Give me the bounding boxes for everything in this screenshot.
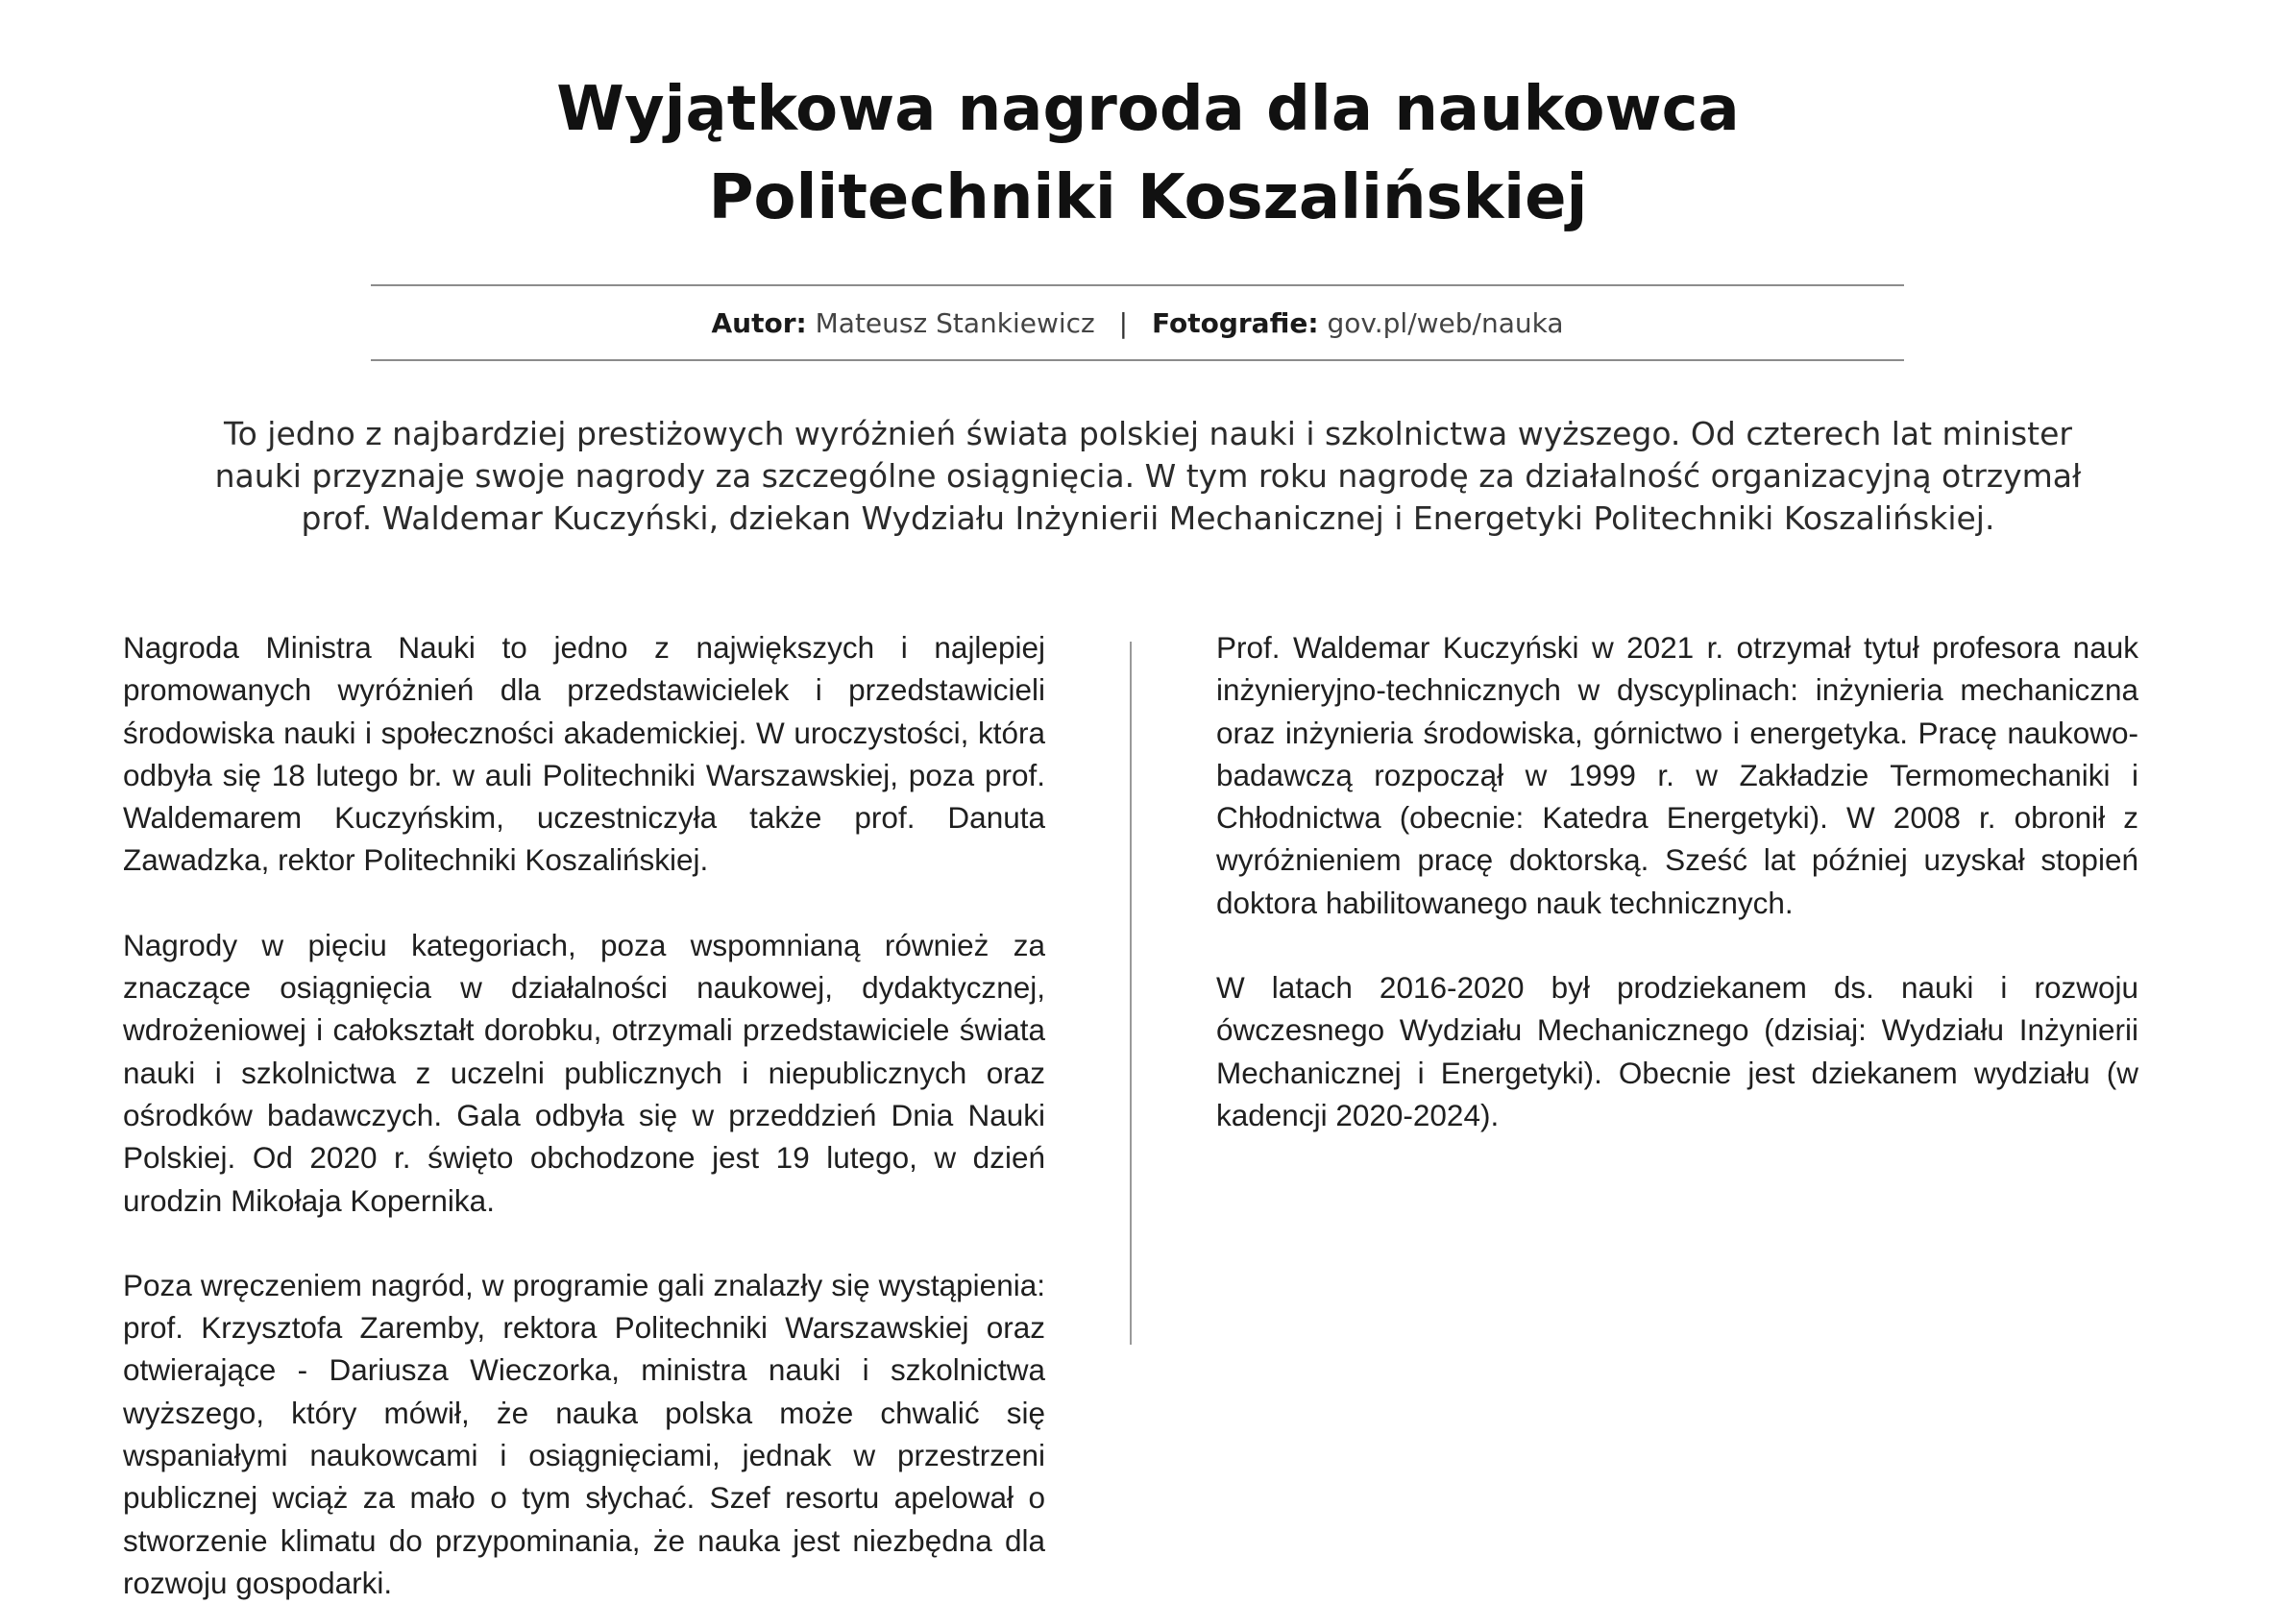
- left-paragraph-3: Poza wręczeniem nagród, w programie gali znalazły się wystąpienia: prof. Krzysztofa Zaremby, rektora Politechniki Warszawskiej oraz otwierające - Dariusza Wieczorka, ministra nauki i szkolnictwa wyższego, który mówił, że nauka polska może chwalić się wspaniałymi naukowcami i osiągnięciami, jednak w przestrzeni publicznej wciąż za mało o tym słychać. Szef resortu apelował o stworzenie klimatu do przypominania, że nauka jest niezbędna dla rozwoju gospodarki.: [123, 1267, 1045, 1600]
- right-paragraph-1: Prof. Waldemar Kuczyński w 2021 r. otrzymał tytuł profesora nauk inżynieryjno-technicznych w dyscyplinach: inżynieria mechaniczna oraz inżynieria środowiska, górnictwo i energetyka. Pracę naukowo-badawczą rozpoczął w 1999 r. w Zakładzie Termomechaniki i Chłodnictwa (obecnie: Katedra Energetyki). W 2008 r. obronił z wyróżnieniem pracę doktorską. Sześć lat później uzyskał stopień doktora habilitowanego nauk technicznych.: [1216, 630, 2138, 920]
- byline-separator: |: [1118, 307, 1129, 339]
- photo-label: Fotografie:: [1151, 307, 1319, 339]
- title-line-2: Politechniki Koszalińskiej: [708, 162, 1588, 233]
- byline-bottom-rule: [371, 359, 1904, 361]
- title-line-1: Wyjątkowa nagroda dla naukowca: [556, 74, 1740, 145]
- article-lead: [96, 413, 2200, 540]
- byline: [371, 305, 1904, 342]
- column-divider: [1130, 642, 1132, 1345]
- article-title: [0, 65, 2296, 242]
- right-column: [1216, 626, 2138, 1136]
- left-paragraph-2: Nagrody w pięciu kategoriach, poza wspomnianą również za znaczące osiągnięcia w działalności naukowej, dydaktycznej, wdrożeniowej i całokształt dorobku, otrzymali przedstawiciele świata nauki i szkolnictwa z uczelni publicznych i niepublicznych oraz ośrodków badawczych. Gala odbyła się w przeddzień Dnia Nauki Polskiej. Od 2020 r. święto obchodzone jest 19 lutego, w dzień urodzin Mikołaja Kopernika.: [123, 927, 1045, 1218]
- lead-line-1: To jedno z najbardziej prestiżowych wyróżnień świata polskiej nauki i szkolnictwa wyższego. Od czterech lat minister: [224, 415, 2072, 452]
- author-name: Mateusz Stankiewicz: [815, 307, 1095, 339]
- author-label: Autor:: [711, 307, 807, 339]
- lead-line-2: nauki przyznaje swoje nagrody za szczególne osiągnięcia. W tym roku nagrodę za działalność organizacyjną otrzymał: [214, 457, 2082, 495]
- left-column: [123, 626, 1045, 1604]
- photo-source: gov.pl/web/nauka: [1327, 307, 1564, 339]
- byline-top-rule: [371, 284, 1904, 286]
- left-paragraph-1: Nagroda Ministra Nauki to jedno z największych i najlepiej promowanych wyróżnień dla przedstawicielek i przedstawicieli środowiska nauki i społeczności akademickiej. W uroczystości, która odbyła się 18 lutego br. w auli Politechniki Warszawskiej, poza prof. Waldemarem Kuczyńskim, uczestniczyła także prof. Danuta Zawadzka, rektor Politechniki Koszalińskiej.: [123, 630, 1045, 878]
- lead-line-3: prof. Waldemar Kuczyński, dziekan Wydziału Inżynierii Mechanicznej i Energetyki Politechniki Koszalińskiej.: [301, 499, 1995, 537]
- right-paragraph-2: W latach 2016-2020 był prodziekanem ds. nauki i rozwoju ówczesnego Wydziału Mechanicznego (dzisiaj: Wydziału Inżynierii Mechanicznej i Energetyki). Obecnie jest dziekanem wydziału (w kadencji 2020-2024).: [1216, 970, 2138, 1132]
